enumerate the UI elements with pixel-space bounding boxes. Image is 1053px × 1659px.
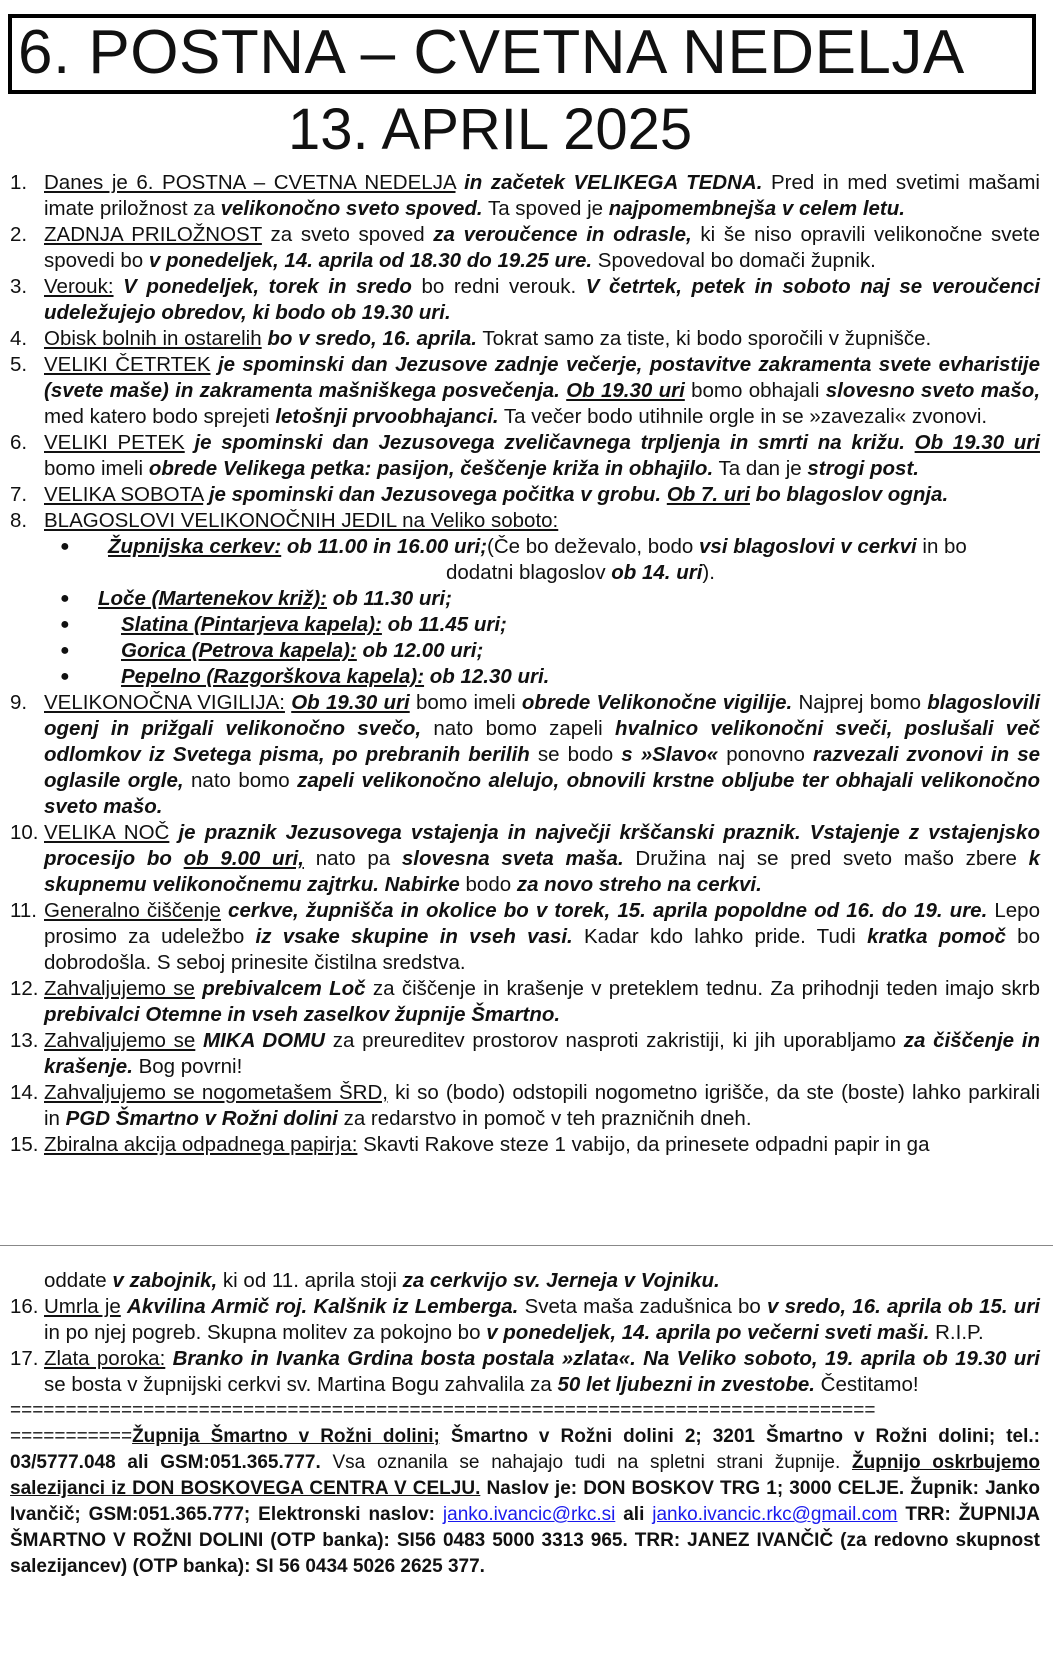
item-text: bomo imeli [409, 691, 522, 714]
announcement-item [10, 430, 1040, 482]
item-number: 9. [10, 691, 28, 714]
item-text: ki še niso opravili velikonočne svete spovedi bo [44, 223, 1040, 272]
item-number: 15. [10, 1133, 39, 1156]
item-text: za čiščenje in krašenje v preteklem tednu. Za prihodnji teden imajo skrb [365, 977, 1040, 1000]
item-text [185, 431, 195, 454]
item-text: ZADNJA PRILOŽNOST [44, 223, 262, 246]
item-text: Sveta maša zadušnica bo [518, 1295, 767, 1318]
item-text: in začetek VELIKEGA TEDNA. [464, 171, 763, 194]
item-text: Danes je 6. POSTNA – CVETNA NEDELJA [44, 171, 456, 194]
item-number: 16. [10, 1295, 39, 1318]
blessing-item: ● Gorica (Petrova kapela): ob 12.00 uri; [60, 639, 484, 662]
item-text: se bosta v župnijski cerkvi sv. Martina Bogu zahvalila za [44, 1373, 558, 1396]
item-number: 6. [10, 431, 28, 454]
announcement-item [10, 222, 1040, 274]
item-number: 5. [10, 353, 28, 376]
item-text: VELIKA SOBOTA [44, 483, 204, 506]
item-text: Ob 19.30 uri [914, 431, 1040, 454]
announcement-item [10, 170, 1040, 222]
announcement-item [10, 1028, 1040, 1080]
item-text [455, 171, 464, 194]
blessing-list [10, 534, 1040, 690]
page-title: 6. POSTNA – CVETNA NEDELJA [18, 18, 965, 87]
item-text: ki od 11. aprila stoji [217, 1269, 403, 1292]
item-text: Spovedoval bo domači župnik. [592, 249, 876, 272]
item-text: v zabojnik, [112, 1269, 218, 1292]
bullet-icon: ● [60, 616, 70, 633]
item-text: BLAGOSLOVI VELIKONOČNIH JEDIL na Veliko soboto: [44, 509, 559, 532]
item-text: letošnji prvoobhajanci. [275, 405, 499, 428]
item-text: za čiščenje in krašenje. [44, 1029, 1041, 1078]
item-text: za redarstvo in pomoč v teh prazničnih dneh. [337, 1107, 752, 1130]
item-text: Najprej bomo [792, 691, 928, 714]
parish-footer [10, 1398, 1040, 1580]
announcement-list [10, 170, 1040, 1158]
item-text: VELIKI ČETRTEK [44, 353, 211, 376]
item-text: je spominski dan Jezusove zadnje večerje, postavitve zakramenta svete evharistije (svete maše) in zakramenta mašniškega posvečenja. [44, 353, 1041, 402]
item-text: Generalno čiščenje [44, 899, 221, 922]
item-text [165, 1347, 172, 1370]
announcement-item [10, 352, 1040, 430]
item-text: Ta spoved je [482, 197, 609, 220]
item-text: v ponedeljek, 14. aprila od 18.30 do 19.25 ure. [148, 249, 593, 272]
item-text: bo v sredo, 16. aprila. [267, 327, 477, 350]
item-text: in po njej pogreb. Skupna molitev za pokojno bo [44, 1321, 487, 1344]
item-text: bodo [459, 873, 517, 896]
item-text: Bog povrni! [132, 1055, 243, 1078]
item-text: prebivalci Otemne in vseh zaselkov župnije Šmartno. [44, 1003, 561, 1026]
bullet-icon: ● [60, 538, 70, 555]
item-text: slovesna sveta maša. [401, 847, 624, 870]
blessing-item: ● Loče (Martenekov križ): ob 11.30 uri; [60, 587, 452, 610]
parish-name: Župnija Šmartno v Rožni dolini; [132, 1426, 440, 1447]
item-text: cerkve, župnišča in okolice bo v torek, 15. aprila popoldne od 16. do 19. ure. [228, 899, 988, 922]
footer-text: ===========Župnija Šmartno v Rožni dolini; Šmartno v Rožni dolini 2; 3201 Šmartno v Rožni dolini; tel.: 03/5777.048 ali GSM:051.365.777. Vsa oznanila se nahajajo tudi na spletni strani župnije. Župnijo oskrbujemo salezijanci iz DON BOSKOVEGA CENTRA V CELJU. Naslov je: DON BOSKOV TRG 1; 3000 CELJE. Župnik: Janko Ivančič; GSM:051.365.777; Elektronski naslov: janko.ivancic@rkc.si ali janko.ivancic.rkc@gmail.com TRR: ŽUPNIJA ŠMARTNO V ROŽNI DOLINI (OTP banka): SI56 0483 5000 3313 965. TRR: JANEZ IVANČIČ (za redovno skupnost salezijancev) (OTP banka): SI 56 0434 5026 2625 377. [10, 1426, 1040, 1577]
announcement-item [10, 976, 1040, 1028]
item-number: 7. [10, 483, 28, 506]
item-text: oddate [44, 1269, 113, 1292]
item-text: je praznik Jezusovega vstajenja in največji krščanski praznik. Vstajenje z vstajenjsko procesijo bo [44, 821, 1040, 870]
item-number: 4. [10, 327, 28, 350]
item-text: iz vsake skupine in vseh vasi. [255, 925, 573, 948]
item-text: je spominski dan Jezusovega počitka v grobu. [208, 483, 662, 506]
item-text: blagoslovili ogenj in prižgali velikonočno svečo, [44, 691, 1041, 740]
announcement-item [10, 1346, 1040, 1398]
blessing-item: ● Župnijska cerkev: ob 11.00 in 16.00 uri;(Če bo deževalo, bodo vsi blagoslovi v cerkvi in bo [60, 535, 967, 558]
item-number: 8. [10, 509, 28, 532]
page-date: 13. APRIL 2025 [288, 97, 693, 162]
item-text: za novo streho na cerkvi. [516, 873, 762, 896]
item-number: 11. [10, 899, 37, 922]
bullet-icon: ● [60, 668, 70, 685]
item-text: Zbiralna akcija odpadnega papirja: [44, 1133, 358, 1156]
item-number: 17. [10, 1347, 39, 1370]
bullet-icon: ● [60, 642, 70, 659]
item-text: velikonočno sveto spoved. [220, 197, 483, 220]
blessing-item-continuation: dodatni blagoslov ob 14. uri). [446, 561, 715, 584]
item-text: hvalnico velikonočni sveči, poslušali več odlomkov iz Svetega pisma, po prebranih berilih [44, 717, 1041, 766]
item-text: V četrtek, petek in soboto naj se veroučenci udeležujejo obredov, ki bodo ob 19.30 uri. [44, 275, 1040, 324]
item-text: strogi post. [807, 457, 919, 480]
announcement-item [10, 1268, 1040, 1294]
announcement-item [10, 898, 1040, 976]
item-text: Obisk bolnih in ostarelih [44, 327, 262, 350]
footer-rule: ============================================================================== [10, 1400, 876, 1421]
item-text: Ob 19.30 uri [566, 379, 685, 402]
salesians-note: Župnijo oskrbujemo salezijanci iz DON BOSKOVEGA CENTRA V CELJU. [10, 1452, 1040, 1499]
item-text [221, 899, 228, 922]
item-text: V ponedeljek, torek in sredo [123, 275, 412, 298]
item-text: v sredo, 16. aprila ob 15. uri [767, 1295, 1040, 1318]
item-number: 2. [10, 223, 28, 246]
item-text: PGD Šmartno v Rožni dolini [65, 1107, 338, 1130]
item-number: 12. [10, 977, 39, 1000]
item-text: v ponedeljek, 14. aprila po večerni sveti maši. [486, 1321, 930, 1344]
announcement-item [10, 1080, 1040, 1132]
item-text: obrede Velikonočne vigilije. [521, 691, 793, 714]
item-text: nato bomo [183, 769, 298, 792]
announcement-item [10, 482, 1040, 508]
blessing-item: ● Slatina (Pintarjeva kapela): ob 11.45 uri; [60, 613, 507, 636]
item-text [211, 353, 218, 376]
item-text: se bodo [529, 743, 622, 766]
item-text: prebivalcem Loč [202, 977, 366, 1000]
item-text [114, 275, 124, 298]
item-text: Kadar kdo lahko pride. Tudi [572, 925, 868, 948]
item-number: 14. [10, 1081, 39, 1104]
item-text: Ob 19.30 uri [291, 691, 410, 714]
item-text: bo dobrodošla. S seboj prinesite čistilna sredstva. [44, 925, 1040, 974]
item-text: slovesno sveto mašo, [825, 379, 1041, 402]
item-text: Tokrat samo za tiste, ki bodo sporočili v župnišče. [477, 327, 932, 350]
item-text: R.I.P. [929, 1321, 984, 1344]
item-text: ki so (bodo) odstopili nogometno igrišče, da ste (boste) lahko parkirali in [44, 1081, 1040, 1130]
item-text: ob 9.00 uri, [183, 847, 304, 870]
item-text [195, 1029, 203, 1052]
item-text: VELIKONOČNA VIGILIJA: [44, 691, 285, 714]
item-text: Zahvaljujemo se [44, 977, 195, 1000]
item-text: ponovno [718, 743, 813, 766]
item-text: Zahvaljujemo se [44, 1029, 196, 1052]
page-break-divider [0, 1245, 1053, 1248]
item-text: za preureditev prostorov nasproti zakristiji, ki jih uporabljamo [325, 1029, 904, 1052]
item-text: bomo obhajali [684, 379, 826, 402]
item-text: bo redni verouk. [411, 275, 586, 298]
announcement-list-continued [10, 1268, 1040, 1398]
item-text: za cerkvijo sv. Jerneja v Vojniku. [402, 1269, 720, 1292]
item-text: Pred in med svetimi mašami imate priložnost za [44, 171, 1040, 220]
announcement-item [10, 820, 1040, 898]
item-text: nato bomo zapeli [421, 717, 615, 740]
item-text [905, 431, 915, 454]
item-text: VELIKI PETEK [44, 431, 185, 454]
item-text: Umrla je [44, 1295, 121, 1318]
item-text: VELIKA NOČ [44, 821, 170, 844]
announcement-item [10, 326, 1040, 352]
item-text: Ta večer bodo utihnile orgle in se »zavezali« zvonovi. [498, 405, 988, 428]
item-text: obrede Velikega petka: pasijon, češčenje križa in obhajilo. [148, 457, 714, 480]
item-text: Akvilina Armič roj. Kalšnik iz Lemberga. [127, 1295, 519, 1318]
item-text: za sveto spoved [261, 223, 434, 246]
item-number: 13. [10, 1029, 39, 1052]
bullet-icon: ● [60, 590, 70, 607]
item-text: Ta dan je [713, 457, 808, 480]
item-text: bomo imeli [44, 457, 149, 480]
announcement-item [10, 690, 1040, 820]
announcement-item [10, 1294, 1040, 1346]
item-number: 1. [10, 171, 28, 194]
item-text: kratka pomoč [867, 925, 1006, 948]
item-text: k skupnemu velikonočnemu zajtrku. Nabirke [44, 847, 1040, 896]
item-number: 10. [10, 821, 39, 844]
item-text: Zahvaljujemo se nogometašem ŠRD, [44, 1081, 388, 1104]
item-text: Čestitamo! [814, 1373, 919, 1396]
announcement-item [10, 1132, 1040, 1158]
item-text: najpomembnejša v celem letu. [608, 197, 905, 220]
email-link[interactable]: janko.ivancic@rkc.si [442, 1504, 616, 1525]
item-text: je spominski dan Jezusovega zveličavnega trpljenja in smrti na križu. [194, 431, 905, 454]
item-text: Branko in Ivanka Grdina bosta postala »zlata«. Na Veliko soboto, 19. aprila ob 19.30 uri [172, 1347, 1040, 1370]
announcement-item [10, 508, 1040, 534]
item-text: Družina naj se pred sveto mašo zbere [623, 847, 1029, 870]
item-text: Zlata poroka: [44, 1347, 166, 1370]
item-text: med katero bodo sprejeti [44, 405, 276, 428]
item-text: zapeli velikonočno alelujo, obnovili krstne obljube ter obhajali velikonočno sveto mašo. [44, 769, 1040, 818]
item-text: za veroučence in odrasle, [433, 223, 692, 246]
item-text: razvezali zvonovi in se oglasile orgle, [44, 743, 1040, 792]
blessing-item: ● Pepelno (Razgorškova kapela): ob 12.30 uri. [60, 665, 550, 688]
item-text: Ob 7. uri [666, 483, 750, 506]
item-text: 50 let ljubezni in zvestobe. [557, 1373, 815, 1396]
item-text: bo blagoslov ognja. [755, 483, 949, 506]
item-text: Skavti Rakove steze 1 vabijo, da prinesete odpadni papir in ga [357, 1133, 930, 1156]
item-text: MIKA DOMU [203, 1029, 325, 1052]
item-number: 3. [10, 275, 28, 298]
item-text: Lepo prosimo za udeležbo [44, 899, 1040, 948]
item-text [172, 847, 184, 870]
item-text: Verouk: [44, 275, 114, 298]
announcement-item [10, 274, 1040, 326]
item-text: nato pa [303, 847, 402, 870]
email-link-gmail[interactable]: janko.ivancic.rkc@gmail.com [652, 1504, 898, 1525]
item-text: s »Slavo« [621, 743, 719, 766]
